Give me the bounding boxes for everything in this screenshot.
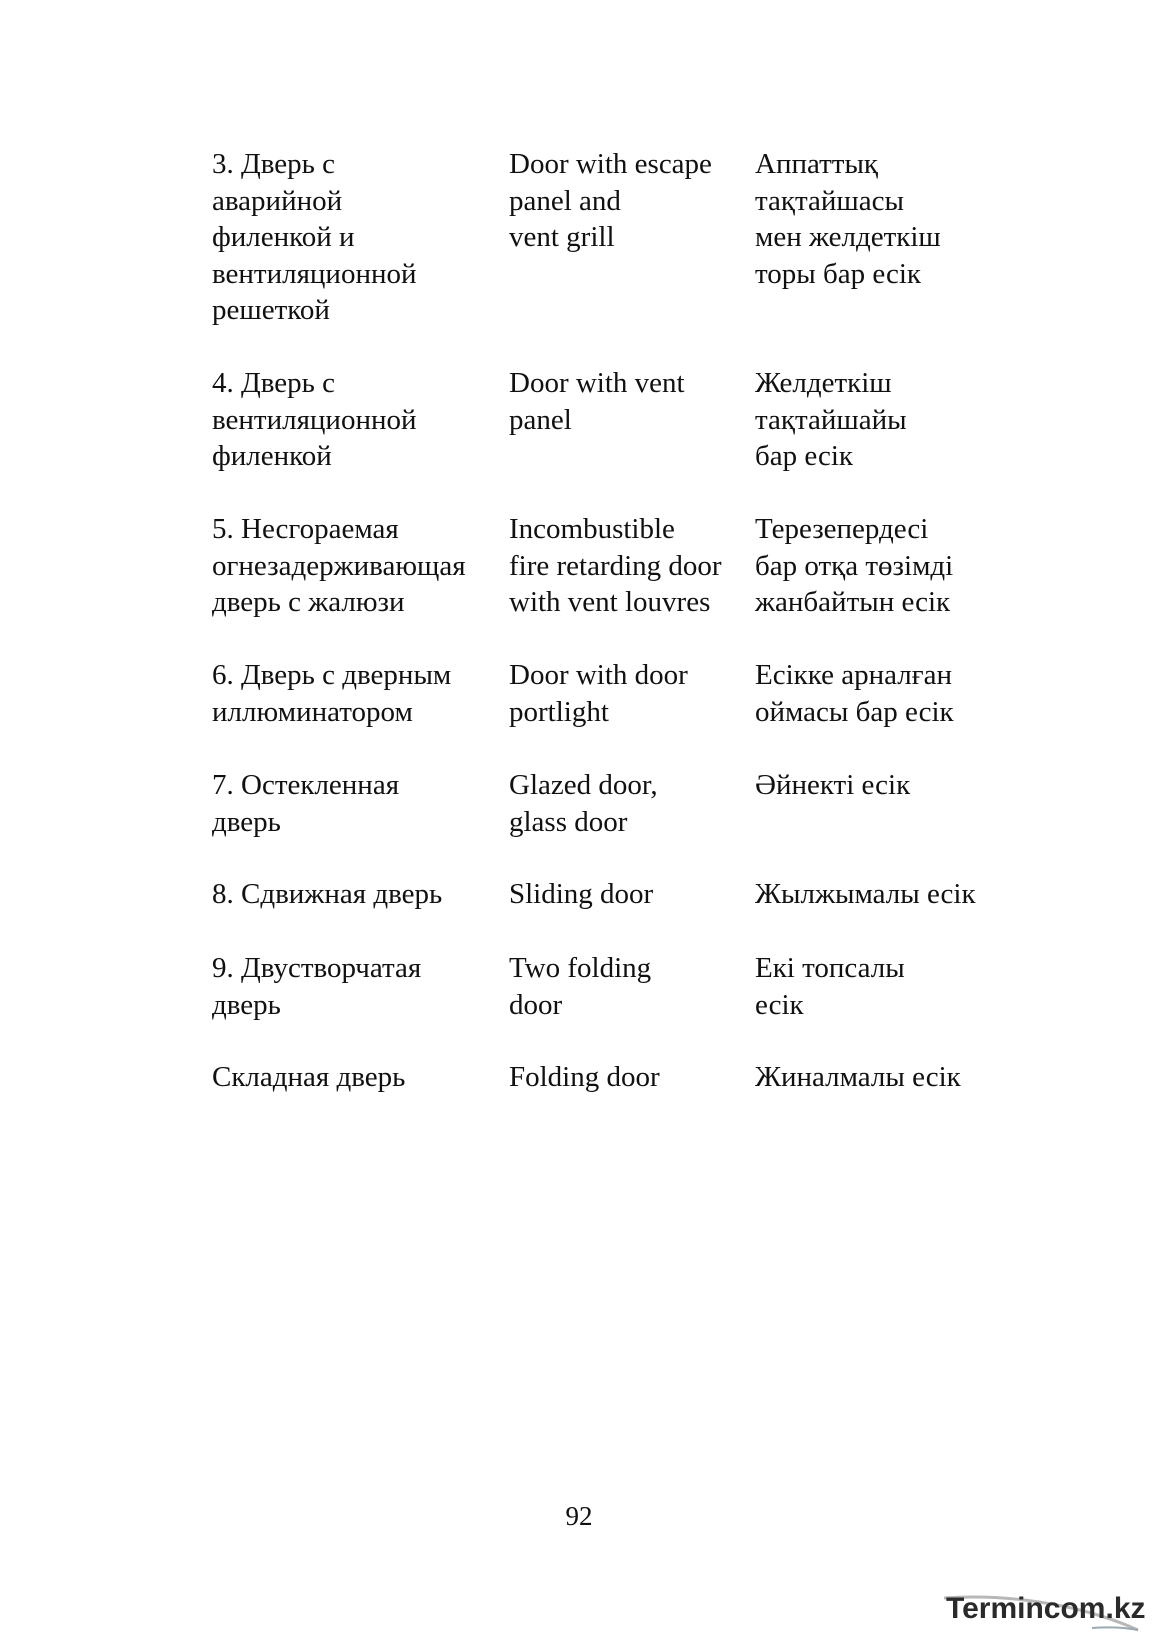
term-kazakh [755, 657, 954, 730]
term-line: with vent louvres [509, 586, 711, 618]
term-line: 4. Дверь с [212, 367, 336, 399]
term-line: филенкой и [212, 221, 355, 253]
term-english [509, 950, 651, 1023]
term-line: 9. Двустворчатая [212, 952, 422, 984]
term-english [509, 876, 653, 913]
term-line: вентиляционной [212, 257, 417, 290]
term-line: Door with door [509, 659, 688, 691]
term-line: Аппаттық [755, 148, 879, 180]
term-line: Есікке арналған [755, 659, 952, 691]
term-russian [212, 767, 399, 840]
term-kazakh [755, 1059, 961, 1096]
term-english [509, 146, 712, 256]
term-line: 8. Сдвижная дверь [212, 878, 443, 910]
term-line: 3. Дверь с [212, 148, 336, 180]
term-line: Терезепердесі [755, 513, 929, 545]
term-line: мен желдеткіш [755, 221, 941, 253]
term-line: тақтайшасы [755, 184, 904, 217]
term-english [509, 365, 685, 438]
term-line: дверь с жалюзи [212, 586, 405, 618]
term-line: филенкой [212, 440, 332, 472]
term-line: торы бар есік [755, 257, 922, 290]
term-kazakh [755, 511, 953, 621]
term-line: вентиляционной [212, 403, 417, 436]
term-line: Incombustible [509, 513, 675, 545]
term-line: 7. Остекленная [212, 769, 400, 801]
term-line: решеткой [212, 294, 330, 326]
term-line: door [509, 988, 563, 1021]
term-line: Жиналмалы есік [755, 1061, 961, 1093]
term-line: дверь [212, 805, 281, 838]
term-line: иллюминатором [212, 695, 413, 728]
term-line: Жылжымалы есік [755, 878, 976, 910]
page-number: 92 [565, 1501, 593, 1531]
term-line: Folding door [509, 1061, 660, 1093]
term-line: Glazed door, [509, 769, 658, 801]
term-russian [212, 365, 417, 475]
termincom-logo-icon[interactable] [942, 1592, 1146, 1632]
term-line: Door with escape [509, 148, 712, 180]
term-english [509, 657, 688, 730]
term-russian [212, 657, 451, 730]
term-kazakh [755, 950, 905, 1023]
term-line: 6. Дверь с дверным [212, 659, 452, 691]
term-kazakh [755, 146, 941, 292]
term-russian [212, 511, 466, 621]
term-english [509, 767, 658, 840]
term-line: Складная дверь [212, 1061, 406, 1093]
term-line: Екі топсалы [755, 952, 905, 984]
term-line: Two folding [509, 952, 652, 984]
term-english [509, 1059, 660, 1096]
term-russian [212, 146, 417, 329]
term-line: дверь [212, 988, 281, 1021]
term-line: panel and [509, 184, 621, 217]
term-line: есік [755, 988, 804, 1021]
term-kazakh [755, 876, 976, 913]
term-kazakh [755, 365, 907, 475]
term-english [509, 511, 722, 621]
term-line: fire retarding door [509, 549, 722, 582]
term-line: glass door [509, 805, 628, 838]
term-line: panel [509, 403, 572, 436]
term-line: Door with vent [509, 367, 685, 399]
term-line: vent grill [509, 221, 615, 253]
term-russian [212, 1059, 405, 1096]
term-russian [212, 876, 442, 913]
term-line: аварийной [212, 184, 343, 217]
term-line: тақтайшайы [755, 403, 907, 436]
term-line: бар отқа төзімді [755, 549, 954, 582]
term-line: Желдеткіш [755, 367, 892, 399]
term-line: жанбайтын есік [755, 586, 951, 618]
term-line: portlight [509, 695, 609, 728]
term-line: бар есік [755, 440, 853, 472]
term-line: огнезадерживающая [212, 549, 466, 582]
term-russian [212, 950, 421, 1023]
term-kazakh [755, 767, 910, 804]
watermark-text: Termincom.kz [946, 1592, 1146, 1625]
term-line: Әйнекті есік [755, 769, 911, 801]
term-line: Sliding door [509, 878, 654, 910]
term-line: оймасы бар есік [755, 695, 954, 728]
term-line: 5. Несгораемая [212, 513, 399, 545]
